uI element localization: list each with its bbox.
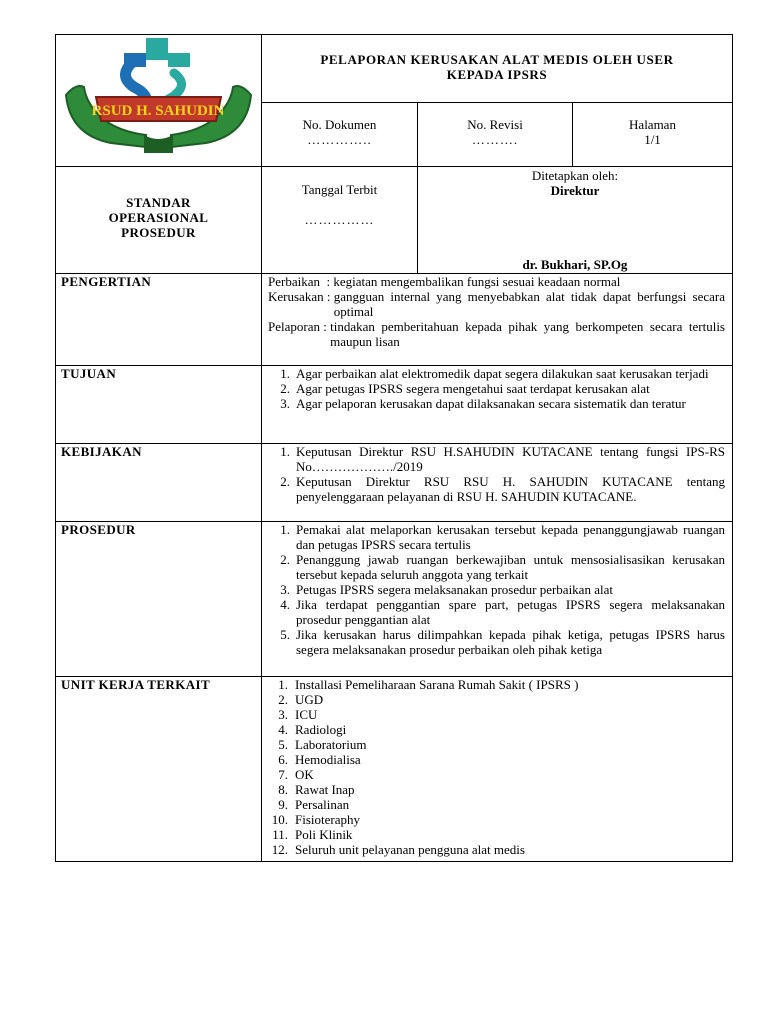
list-number: 3.: [278, 707, 288, 722]
list-text: Agar perbaikan alat elektromedik dapat segera dilakukan saat kerusakan terjadi: [296, 366, 709, 381]
list-number: 4.: [280, 597, 290, 612]
list-number: 1.: [280, 366, 290, 381]
list-number: 9.: [278, 797, 288, 812]
list-item: [268, 767, 725, 782]
list-number: 1.: [278, 677, 288, 692]
ditetapkan-role: Direktur: [550, 183, 600, 198]
list-text: Laboratorium: [295, 737, 367, 752]
list-text: Jika terdapat penggantian spare part, petugas IPSRS segera melaksanakan prosedur penggantian alat: [296, 597, 725, 627]
list-number: 2.: [280, 474, 290, 489]
unit-kerja-body: [262, 677, 733, 862]
halaman-cell: [573, 102, 733, 166]
list-text: Keputusan Direktur RSU H.SAHUDIN KUTACANE tentang fungsi IPS-RS No………………./2019: [296, 444, 725, 474]
list-item: [268, 552, 725, 582]
list-number: 2.: [280, 381, 290, 396]
list-item: [268, 797, 725, 812]
tujuan-list: [268, 366, 725, 411]
definition-row: [268, 319, 725, 349]
sop-label: [56, 167, 262, 274]
list-text: Persalinan: [295, 797, 350, 812]
definition-text: kegiatan mengembalikan fungsi sesuai keadaan normal: [333, 274, 621, 289]
kebijakan-list: [268, 444, 725, 504]
list-number: 5.: [280, 627, 290, 642]
no-dokumen-value: …………..: [307, 131, 372, 147]
definition-term: Pelaporan :: [268, 319, 331, 334]
list-number: 5.: [278, 737, 288, 752]
sop-label-text: STANDAR OPERASIONAL PROSEDUR: [108, 195, 209, 240]
tanggal-terbit-label: Tanggal Terbit: [301, 182, 378, 197]
list-text: Rawat Inap: [295, 782, 355, 797]
halaman-label: Halaman: [629, 116, 676, 132]
no-revisi-cell: [418, 102, 573, 166]
logo-text: RSUD H. SAHUDIN: [91, 103, 225, 119]
list-item: [268, 444, 725, 474]
list-text: ICU: [295, 707, 318, 722]
list-number: 6.: [278, 752, 288, 767]
list-text: Agar pelaporan kerusakan dapat dilaksanakan secara sistematik dan teratur: [296, 396, 686, 411]
list-text: Agar petugas IPSRS segera mengetahui saat terdapat kerusakan alat: [296, 381, 650, 396]
tujuan-label: TUJUAN: [56, 366, 262, 444]
prosedur-list: [268, 522, 725, 657]
list-number: 3.: [280, 582, 290, 597]
definition-term: Perbaikan :: [268, 274, 334, 289]
list-item: [268, 366, 725, 381]
list-text: Fisioteraphy: [295, 812, 360, 827]
list-item: [268, 396, 725, 411]
no-revisi-value: ……….: [471, 131, 519, 147]
list-item: [268, 522, 725, 552]
no-revisi-label: No. Revisi: [467, 116, 523, 132]
tujuan-body: [262, 366, 733, 444]
sop-table: [55, 34, 733, 862]
hospital-logo: [56, 35, 261, 163]
pengertian-body: [262, 274, 733, 366]
list-text: Petugas IPSRS segera melaksanakan prosedur perbaikan alat: [296, 582, 613, 597]
list-number: 10.: [271, 812, 288, 827]
definition-text: gangguan internal yang menyebabkan alat tidak dapat berfungsi secara optimal: [333, 289, 725, 319]
list-number: 2.: [278, 692, 288, 707]
logo-cell: [56, 35, 262, 167]
list-item: [268, 722, 725, 737]
list-text: Radiologi: [295, 722, 347, 737]
halaman-value: 1/1: [644, 131, 661, 147]
list-item: [268, 677, 725, 692]
ditetapkan-label: Ditetapkan oleh:: [531, 168, 619, 183]
definition-text: tindakan pemberitahuan kepada pihak yang berkompeten secara tertulis maupun lisan: [330, 319, 725, 349]
ditetapkan-name: dr. Bukhari, SP.Og: [522, 257, 628, 272]
list-text: Jika kerusakan harus dilimpahkan kepada pihak ketiga, petugas IPSRS harus segera melaksanakan prosedur perbaikan oleh pihak ketiga: [296, 627, 725, 657]
pengertian-label: PENGERTIAN: [56, 274, 262, 366]
no-dokumen-cell: [262, 102, 418, 166]
list-number: 12.: [271, 842, 288, 857]
list-number: 4.: [278, 722, 288, 737]
list-text: Pemakai alat melaporkan kerusakan tersebut kepada penanggungjawab ruangan dan petugas IPSRS secara tertulis: [296, 522, 725, 552]
list-text: Penanggung jawab ruangan berkewajiban untuk mensosialisasikan kerusakan tersebut kepada seluruh anggota yang terkait: [296, 552, 725, 582]
tanggal-terbit-cell: [262, 167, 418, 274]
kebijakan-body: [262, 444, 733, 522]
list-item: [268, 627, 725, 657]
list-number: 1.: [280, 522, 290, 537]
list-item: [268, 812, 725, 827]
list-number: 3.: [280, 396, 290, 411]
list-item: [268, 692, 725, 707]
definition-row: [268, 289, 725, 319]
list-item: [268, 582, 725, 597]
list-item: [268, 827, 725, 842]
list-text: Hemodialisa: [295, 752, 361, 767]
document-title: PELAPORAN KERUSAKAN ALAT MEDIS OLEH USER KEPADA IPSRS: [262, 35, 733, 103]
unit-kerja-list: [268, 677, 725, 857]
list-number: 7.: [278, 767, 288, 782]
definition-term: Kerusakan :: [268, 289, 334, 304]
list-item: [268, 474, 725, 504]
list-item: [268, 381, 725, 396]
kebijakan-label: KEBIJAKAN: [56, 444, 262, 522]
no-dokumen-label: No. Dokumen: [302, 116, 377, 132]
list-item: [268, 737, 725, 752]
definition-row: [268, 274, 725, 289]
list-text: Installasi Pemeliharaan Sarana Rumah Sakit ( IPSRS ): [295, 677, 579, 692]
list-text: Poli Klinik: [295, 827, 353, 842]
prosedur-label: PROSEDUR: [56, 522, 262, 677]
list-item: [268, 782, 725, 797]
unit-kerja-label: UNIT KERJA TERKAIT: [56, 677, 262, 862]
list-number: 2.: [280, 552, 290, 567]
list-item: [268, 597, 725, 627]
list-number: 1.: [280, 444, 290, 459]
list-number: 11.: [272, 827, 288, 842]
list-item: [268, 752, 725, 767]
list-text: UGD: [295, 692, 324, 707]
ditetapkan-cell: [418, 167, 733, 274]
list-text: Keputusan Direktur RSU RSU H. SAHUDIN KUTACANE tentang penyelenggaraan pelayanan di RSU H. SAHUDIN KUTACANE.: [296, 474, 725, 504]
list-text: OK: [295, 767, 314, 782]
list-item: [268, 842, 725, 857]
list-text: Seluruh unit pelayanan pengguna alat medis: [295, 842, 525, 857]
prosedur-body: [262, 522, 733, 677]
tanggal-terbit-value: ……………: [304, 212, 375, 227]
list-number: 8.: [278, 782, 288, 797]
list-item: [268, 707, 725, 722]
